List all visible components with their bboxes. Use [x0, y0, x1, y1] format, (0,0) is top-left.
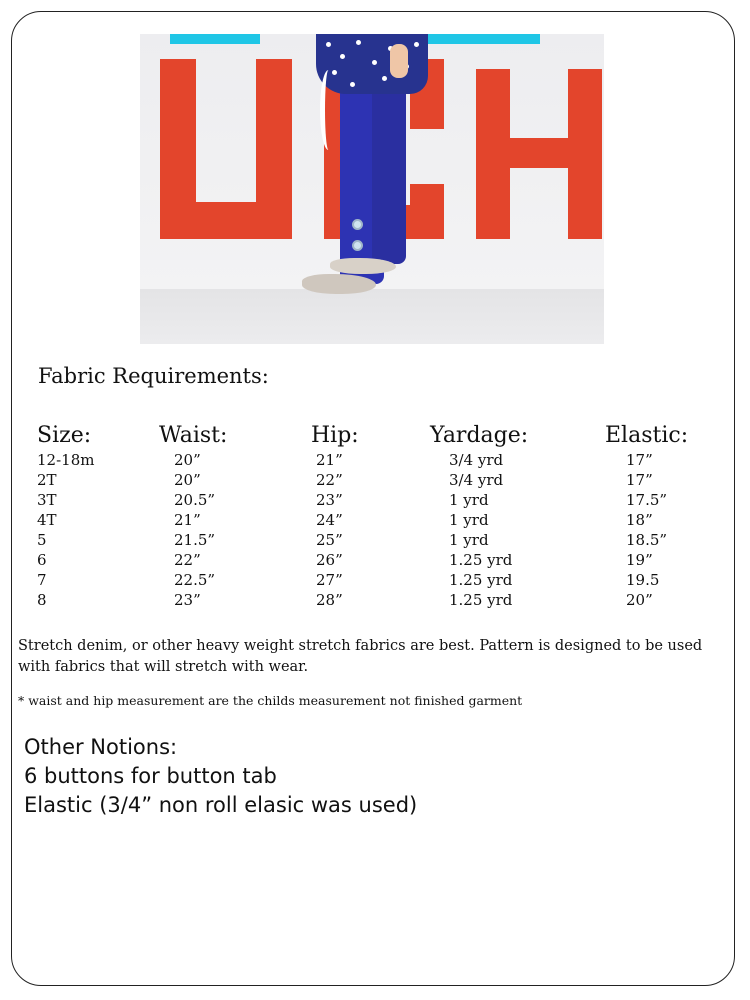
notions-item: 6 buttons for button tab [24, 764, 277, 788]
table-cell: 20.5” [174, 491, 216, 509]
table-cell: 23” [316, 491, 343, 509]
photo-floor [140, 289, 604, 344]
table-cell: 1 yrd [449, 511, 489, 529]
pants-leg-back [372, 74, 406, 264]
fabric-requirements-heading: Fabric Requirements: [38, 364, 269, 388]
product-photo [140, 34, 604, 344]
table-cell: 3T [37, 491, 57, 509]
table-cell: 23” [174, 591, 201, 609]
table-cell: 22.5” [174, 571, 216, 589]
notions-item: Elastic (3/4” non roll elasic was used) [24, 793, 418, 817]
table-cell: 21.5” [174, 531, 216, 549]
table-cell: 27” [316, 571, 343, 589]
notions-title: Other Notions: [24, 735, 178, 759]
table-cell: 25” [316, 531, 343, 549]
table-cell: 17.5” [626, 491, 668, 509]
table-cell: 1 yrd [449, 491, 489, 509]
table-cell: 28” [316, 591, 343, 609]
table-cell: 19.5 [626, 571, 660, 589]
table-cell: 1 yrd [449, 531, 489, 549]
fabric-recommendation: Stretch denim, or other heavy weight stretch fabrics are best. Pattern is designed to be used with fabrics that will stretch with wear. [18, 638, 703, 675]
column-header-yardage: Yardage: [430, 423, 529, 448]
photo-cyan-strip [170, 34, 260, 44]
table-cell: 1.25 yrd [449, 571, 513, 589]
table-cell: 21” [316, 451, 343, 469]
table-cell: 21” [174, 511, 201, 529]
table-cell: 20” [174, 451, 201, 469]
shoe-front [302, 274, 376, 294]
table-cell: 20” [174, 471, 201, 489]
table-cell: 6 [37, 551, 47, 569]
table-cell: 5 [37, 531, 47, 549]
table-cell: 1.25 yrd [449, 591, 513, 609]
shoe-back [330, 258, 396, 274]
table-cell: 26” [316, 551, 343, 569]
table-cell: 24” [316, 511, 343, 529]
table-cell: 22” [316, 471, 343, 489]
table-cell: 18” [626, 511, 653, 529]
ribbon-bow [320, 70, 337, 150]
column-header-size: Size: [37, 423, 92, 448]
table-cell: 17” [626, 471, 653, 489]
other-notions [24, 733, 417, 820]
table-cell: 3/4 yrd [449, 471, 504, 489]
table-cell: 2T [37, 471, 57, 489]
pants-button [352, 240, 363, 251]
measurement-footnote: * waist and hip measurement are the childs measurement not finished garment [18, 693, 523, 708]
table-cell: 1.25 yrd [449, 551, 513, 569]
table-cell: 4T [37, 511, 57, 529]
column-header-waist: Waist: [159, 423, 228, 448]
table-cell: 12-18m [37, 451, 95, 469]
column-header-hip: Hip: [311, 423, 359, 448]
table-cell: 17” [626, 451, 653, 469]
table-cell: 7 [37, 571, 47, 589]
table-cell: 18.5” [626, 531, 668, 549]
table-cell: 19” [626, 551, 653, 569]
table-cell: 22” [174, 551, 201, 569]
pants-button [352, 219, 363, 230]
table-cell: 8 [37, 591, 47, 609]
hand [390, 44, 408, 78]
column-header-elastic: Elastic: [605, 423, 689, 448]
table-cell: 20” [626, 591, 653, 609]
table-cell: 3/4 yrd [449, 451, 504, 469]
